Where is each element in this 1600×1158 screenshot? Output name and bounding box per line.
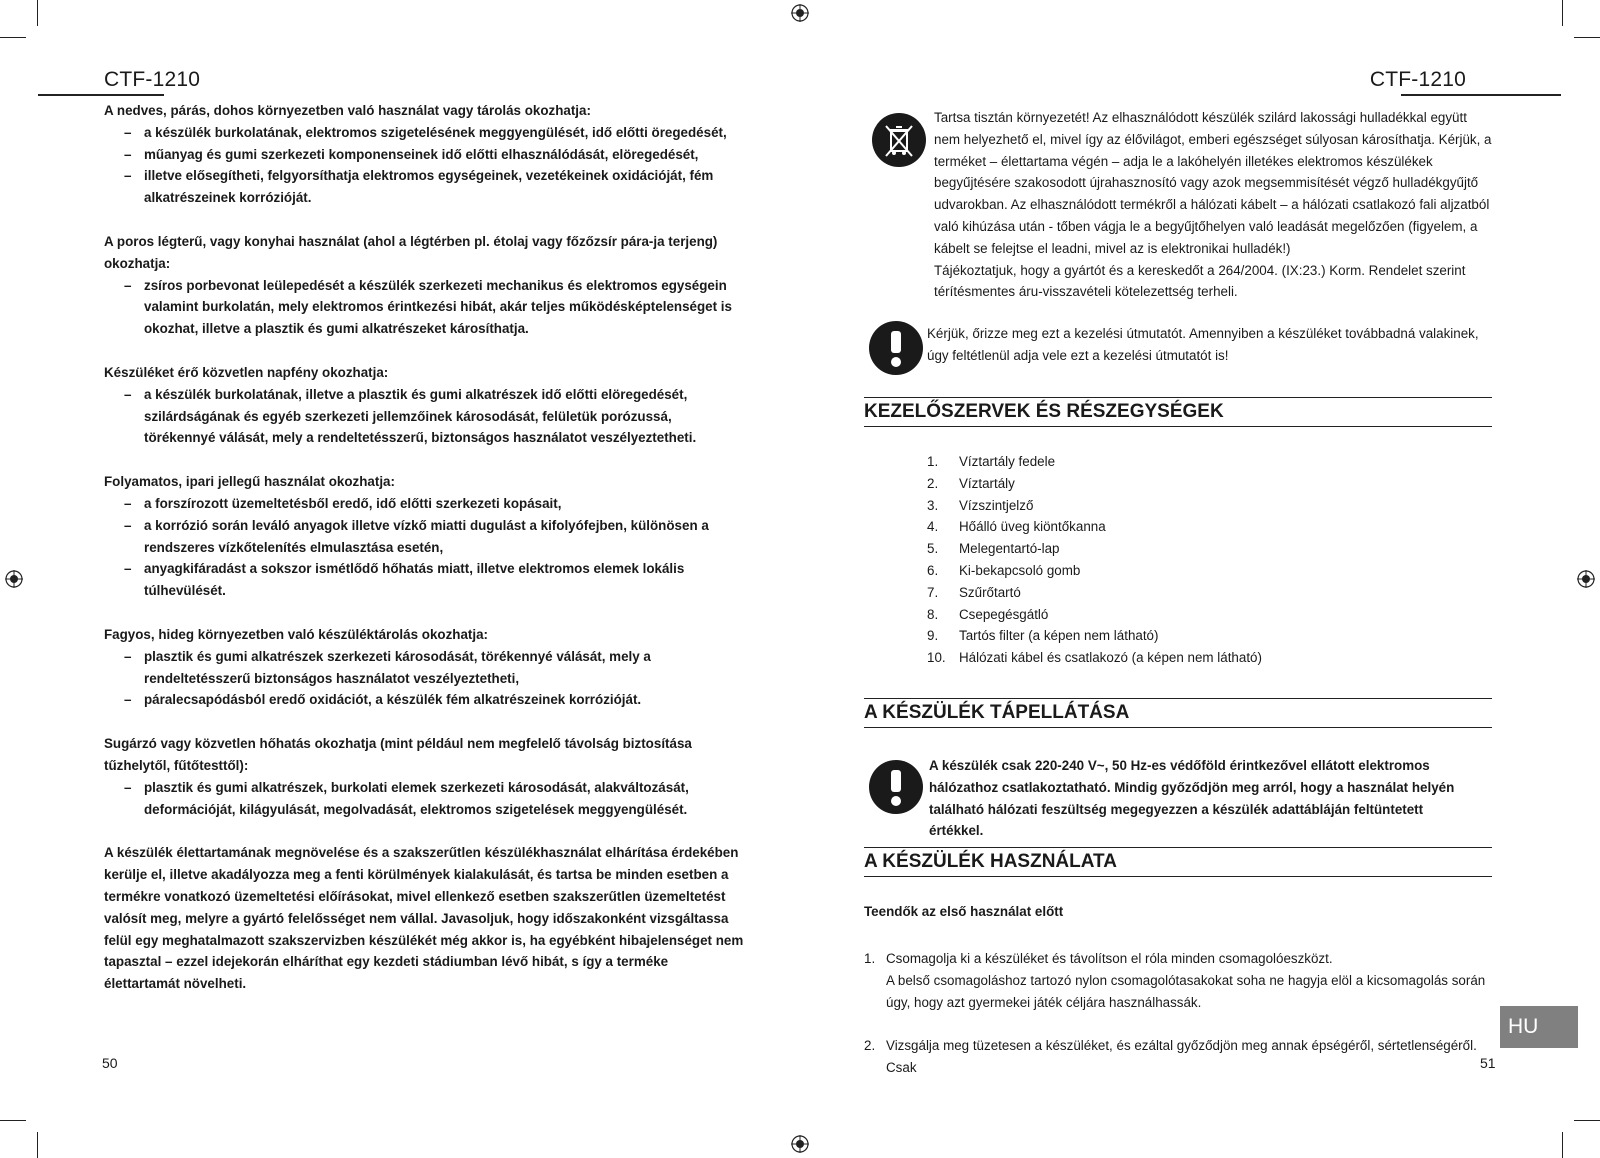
registration-mark-icon bbox=[5, 570, 23, 588]
power-notice: A készülék csak 220-240 V~, 50 Hz-es védőföld érintkezővel ellátott elektromos hálózathoz csatlakoztatható. Mindig győződjön meg arról, hogy a használat helyén található hálózati feszültség megegyezzen a készülék adattábláján feltüntetett értékkel. bbox=[929, 758, 1455, 839]
crop-mark bbox=[37, 1132, 38, 1158]
first-use-heading: Teendők az első használat előtt bbox=[864, 904, 1064, 919]
list-item: 1. Víztartály fedele bbox=[927, 454, 1056, 469]
section-title-controls: KEZELŐSZERVEK ÉS RÉSZEGYSÉGEK bbox=[864, 397, 1492, 427]
list-item: – illetve elősegítheti, felgyorsíthatja elektromos egységeinek, vezetékeinek oxidációját, fém alkatrészeinek korrózióját. bbox=[124, 168, 714, 206]
list-item: – a korrózió során leváló anyagok illetve vízkő miatti dugulást a kifolyófejben, különösen a rendszeres vízkőtelenítés elmulasztása esetén, bbox=[124, 517, 709, 555]
hazard-list bbox=[104, 646, 744, 711]
hazard-intro: A nedves, párás, dohos környezetben való használat vagy tárolás okozhatja: bbox=[104, 103, 591, 118]
section-title-power: A KÉSZÜLÉK TÁPELLÁTÁSA bbox=[864, 698, 1492, 728]
hazard-block bbox=[104, 231, 744, 340]
recycle-notice: Tartsa tisztán környezetét! Az elhasználódott készülék szilárd lakossági hulladékkal együtt nem helyezhető el, mivel így az élővilágot, emberi egészséget súlyosan károsíthatja. Kérjük, a terméket – élettartama végén – adja le a lakóhelyén illetékes elektromos készülékek begyűjtésére szakosodott újrahasznosító vagy azok megsemmisítését végző hulladékgyűjtő udvarokban. Az elhasználódott termékről a hálózati kábelt – a hálózati csatlakozó fali aljzatból való kihúzása után - tőben vágja le a begyűjtőhelyen való leadását megelőzően (figyelem, a kábelt se felejtse el leadni, mivel az is elektronikai hulladék!) Tájékoztatjuk, hogy a gyártót és a kereskedőt a 264/2004. (IX:23.) Korm. Rendelet szerint térítésmentes áru-visszavételi kötelezettség terheli. bbox=[934, 110, 1492, 300]
hazard-block bbox=[104, 471, 744, 602]
crop-mark bbox=[0, 1120, 26, 1121]
list-item: 3. Vízszintjelző bbox=[927, 497, 1034, 513]
final-paragraph: A készülék élettartamának megnövelése és a szakszerűtlen készülékhasználat elhárítása érdekében kerülje el, illetve akadályozza meg a fenti körülmények kialakulását, és tartsa be minden esetben a termékre vonatkozó üzemeltetési előírásokat, mivel ellenkező esetben szakszerűtlen üzemeltetést valósít meg, melyre a gyártó felelősséget nem vállal. Javasoljuk, hogy időszakonként vizsgáltassa felül egy meghatalmazott szakszervizben készülékét még akkor is, ha egyébként hibajelenséget nem tapasztal – ezzel idejekorán elháríthat egy kezdeti stádiumban lévő hibát, s így a terméke élettartamát növelheti. bbox=[104, 845, 744, 992]
list-item: 10. Hálózati kábel és csatlakozó (a képen nem látható) bbox=[927, 650, 1262, 666]
hazard-list bbox=[104, 122, 744, 209]
first-use-steps bbox=[864, 948, 1500, 1101]
header-rule-right bbox=[1401, 94, 1561, 96]
list-item: 5. Melegentartó-lap bbox=[927, 541, 1060, 557]
page-number-right: 51 bbox=[1480, 1055, 1496, 1071]
hazard-intro: A poros légterű, vagy konyhai használat (ahol a légtérben pl. étolaj vagy főzőzsír pára-ja terjeng) okozhatja: bbox=[104, 233, 718, 271]
section-title-usage: A KÉSZÜLÉK HASZNÁLATA bbox=[864, 847, 1492, 877]
list-item: – a forszírozott üzemeltetésből eredő, idő előtti szerkezeti kopásait, bbox=[124, 495, 562, 511]
list-item: 7. Szűrőtartó bbox=[927, 584, 1021, 600]
hazard-intro: Sugárzó vagy közvetlen hőhatás okozhatja (mint például nem megfelelő távolság biztosítása tűzhelytől, fűtőtesttől): bbox=[104, 736, 692, 773]
list-item: 9. Tartós filter (a képen nem látható) bbox=[927, 628, 1159, 644]
hazard-block bbox=[104, 733, 744, 820]
crop-mark bbox=[1562, 1132, 1563, 1158]
list-item: – a készülék burkolatának, illetve a plasztik és gumi alkatrészek idő előtti elöregedését, szilárdságának és egyéb szerkezeti jellemzőinek károsodását, felületük porózussá, törékennyé válását, mely a rendeltetésszerű, biztonságos használatot veszélyeztetheti. bbox=[124, 386, 697, 446]
list-item: 1. Csomagolja ki a készüléket és távolítson el róla minden csomagolóeszközt. A belső csomagoláshoz tartozó nylon csomagolótasakokat soha ne hagyja elöl a kicsomagolás során úgy, hogy azt gyermekei játék céljára használhassák. bbox=[864, 951, 1486, 1010]
left-page-content bbox=[104, 100, 744, 995]
hazard-list bbox=[104, 275, 744, 340]
list-item: 2. Vizsgálja meg tüzetesen a készüléket, és ezáltal győződjön meg annak épségéről, sértetlenségéről. Csak bbox=[864, 1038, 1477, 1076]
hazard-intro: Folyamatos, ipari jellegű használat okozhatja: bbox=[104, 474, 395, 490]
hazard-block bbox=[104, 624, 744, 711]
list-item: – plasztik és gumi alkatrészek szerkezeti károsodását, törékennyé válását, mely a rendeltetésszerű biztonságos használatot veszélyeztetheti, bbox=[124, 648, 651, 686]
registration-mark-icon bbox=[1577, 570, 1595, 588]
list-item: – páralecsapódásból eredő oxidációt, a készülék fém alkatrészeinek korrózióját. bbox=[124, 692, 642, 708]
language-tab: HU bbox=[1500, 1006, 1578, 1048]
hazard-list bbox=[104, 493, 744, 602]
list-item: 2. Víztartály bbox=[927, 475, 1015, 491]
hazard-intro: Készüléket érő közvetlen napfény okozhatja: bbox=[104, 364, 389, 380]
parts-list bbox=[927, 451, 1262, 669]
list-item: – plasztik és gumi alkatrészek, burkolati elemek szerkezeti károsodását, alakváltozását, deformációját, kilágyulását, megolvadását, elektromos szigetelések meggyengülését. bbox=[124, 779, 689, 817]
list-item: – zsíros porbevonat leülepedését a készülék szerkezeti mechanikus és elektromos egységein valamint burkolatán, mely elektromos érintkezési hibát, akár teljes működésképtelenséget is okozhat, illetve a plasztik és gumi alkatrészeket károsíthatja. bbox=[124, 277, 732, 337]
crop-mark bbox=[1562, 0, 1563, 26]
hazard-block bbox=[104, 362, 744, 449]
list-item: – műanyag és gumi szerkezeti komponenseinek idő előtti elhasználódását, elöregedését, bbox=[124, 146, 699, 162]
hazard-intro: Fagyos, hideg környezetben való készüléktárolás okozhatja: bbox=[104, 626, 488, 642]
header-rule-left bbox=[38, 94, 164, 96]
model-header-left: CTF-1210 bbox=[104, 68, 201, 91]
crop-mark bbox=[0, 37, 26, 38]
list-item: – anyagkifáradást a sokszor ismétlődő hőhatás miatt, illetve elektromos elemek lokális túlhevülését. bbox=[124, 561, 685, 599]
exclamation-warning-icon bbox=[869, 760, 923, 814]
hazard-list bbox=[104, 384, 744, 449]
hazard-block bbox=[104, 100, 744, 209]
weee-recycle-bin-icon bbox=[872, 113, 926, 167]
model-header-right: CTF-1210 bbox=[1369, 68, 1466, 91]
crop-mark bbox=[1574, 37, 1600, 38]
page-number-left: 50 bbox=[102, 1055, 118, 1071]
hazard-list bbox=[104, 777, 744, 821]
list-item: 4. Hőálló üveg kiöntőkanna bbox=[927, 519, 1106, 535]
keep-manual-notice: Kérjük, őrizze meg ezt a kezelési útmutatót. Amennyiben a készüléket továbbadná valakinek, úgy feltétlenül adja vele ezt a kezelési útmutatót is! bbox=[927, 326, 1479, 363]
list-item: 6. Ki-bekapcsoló gomb bbox=[927, 562, 1081, 578]
registration-mark-icon bbox=[791, 4, 809, 22]
registration-mark-icon bbox=[791, 1135, 809, 1153]
crop-mark bbox=[1574, 1120, 1600, 1121]
crop-mark bbox=[37, 0, 38, 26]
list-item: 8. Csepegésgátló bbox=[927, 606, 1049, 622]
list-item: – a készülék burkolatának, elektromos szigetelésének meggyengülését, idő előtti öregedését, bbox=[124, 124, 727, 140]
exclamation-warning-icon bbox=[869, 321, 923, 375]
